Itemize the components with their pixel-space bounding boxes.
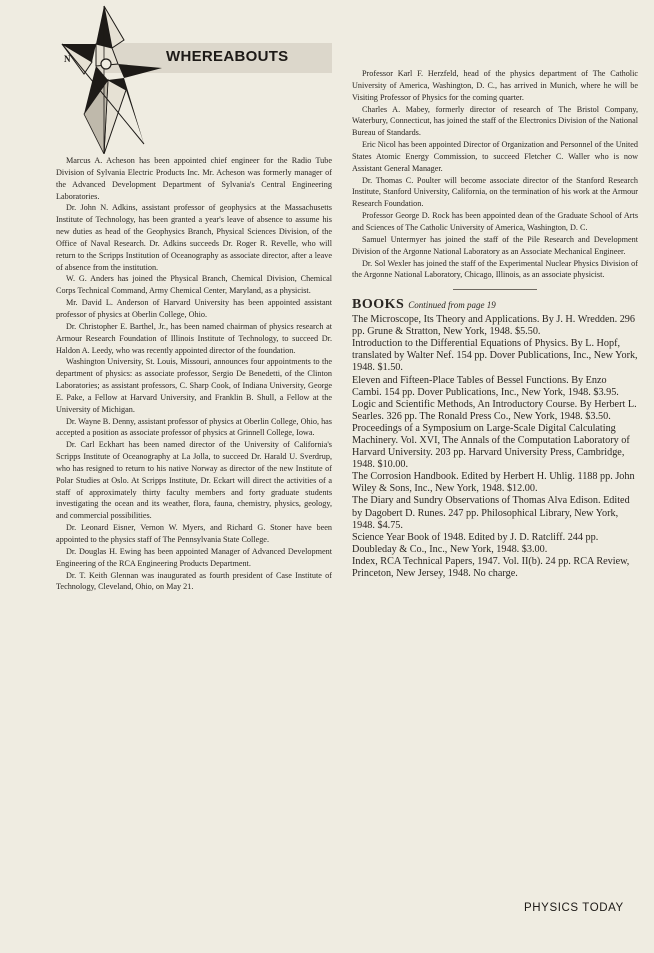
entry-wexler: Dr. Sol Wexler has joined the staff of the Experimental Nuclear Physics Division of the Argonne National Laboratory, Chicago, Illinois, as an associate physicist.	[352, 258, 638, 280]
books-header	[352, 299, 638, 312]
book-entry: Introduction to the Differential Equations of Physics. By L. Hopf, translated by Walter Nef. 154 pp. Dover Publications, Inc., New York, 1948. $1.50.	[352, 338, 638, 374]
entry-nicol: Eric Nicol has been appointed Director of Organization and Personnel of the United States Atomic Energy Commission, to succeed Fletcher C. Waller who is now Assistant General Manager.	[352, 140, 638, 173]
entry-eckhart: Dr. Carl Eckhart has been named director of the University of California's Scripps Institute of Oceanography at La Jolla, to succeed Dr. Harald U. Sverdrup, who has resigned to return to his native Norway as director of the new Institute of Polar Studies at Oslo. At Scripps Institute, Dr. Eckart will direct the activities of a staff of approximately thirty faculty members and forty graduate students investigating the ocean and its weather, flora, fauna, chemistry, physics, geology, and commercial possibilities.	[56, 440, 332, 521]
entry-washington-university: Washington University, St. Louis, Missouri, announces four appointments to the department of physics: as associate professor, Sergio De Benedetti, of the Clinton Laboratories; as assistant professors, C. Sharp Cook, of Indiana University, George E. Pake, a Fellow at Harvard University, and Franklin B. Shull, a Fellow at the University of Michigan.	[56, 357, 332, 414]
book-entry: Logic and Scientific Methods, An Introductory Course. By Herbert L. Searles. 326 pp. The Ronald Press Co., New York, 1948. $3.50.	[352, 398, 637, 422]
section-title: WHEREABOUTS	[166, 48, 289, 65]
entry-untermyer: Samuel Untermyer has joined the staff of the Pile Research and Development Division of the Argonne National Laboratory as an Associate Mechanical Engineer.	[352, 234, 638, 256]
entry-poulter: Dr. Thomas C. Poulter will become associate director of the Stanford Research Institute, Stanford University, California, on the termination of his work at the Armour Research Foundation.	[352, 175, 638, 209]
journal-footer: PHYSICS TODAY	[524, 902, 624, 914]
book-entry: Proceedings of a Symposium on Large-Scale Digital Calculating Machinery. Vol. XVI, The Annals of the Computation Laboratory of Harvard University. 203 pp. Harvard University Press, Cambridge, 1948. $10.00.	[352, 422, 630, 471]
compass-star-logo-icon	[44, 4, 164, 154]
book-entry: Index, RCA Technical Papers, 1947. Vol. II(b). 24 pp. RCA Review, Princeton, New Jersey, 1948. No charge.	[352, 555, 630, 579]
entry-anderson: Mr. David L. Anderson of Harvard University has been appointed assistant professor of physics at Oberlin College, Ohio.	[56, 298, 332, 319]
entry-barthel: Dr. Christopher E. Barthel, Jr., has been named chairman of physics research at Armour Research Foundation of Illinois Institute of Technology, to succeed Dr. Haldon A. Leedy, who was recently appointed director of the foundation.	[56, 321, 332, 355]
right-column	[352, 68, 638, 580]
entry-mabey: Charles A. Mabey, formerly director of research of The Bristol Company, Waterbury, Connecticut, has joined the staff of the Electronics Division of the National Bureau of Standards.	[352, 104, 638, 138]
book-entry: The Diary and Sundry Observations of Thomas Alva Edison. Edited by Dagobert D. Runes. 247 pp. Philosophical Library, New York, 1948. $4.75.	[352, 495, 630, 531]
entry-adkins: Dr. John N. Adkins, assistant professor of geophysics at the Massachusetts Institute of Technology, has been granted a year's leave of absence to assume his new duties as head of the Geophysics Branch, Physical Sciences Division, of the Office of Naval Research. Dr. Adkins succeeds Dr. Roger R. Revelle, who will return to the Scripps Institution of Oceanography as associate director, after a leave of absence from the institution.	[56, 203, 332, 272]
book-entry: Eleven and Fifteen-Place Tables of Bessel Functions. By Enzo Cambi. 154 pp. Dover Publications, Inc., New York, 1948. $3.95.	[352, 374, 619, 398]
svg-text:N: N	[64, 54, 71, 64]
book-entry: The Corrosion Handbook. Edited by Herbert H. Uhlig. 1188 pp. John Wiley & Sons, Inc., New York, 1948. $12.00.	[352, 471, 635, 495]
entry-acheson: Marcus A. Acheson has been appointed chief engineer for the Radio Tube Division of Sylvania Electric Products Inc. Mr. Acheson was formerly manager of the Advanced Development Department of Sylvania's Central Engineering Laboratories.	[56, 156, 332, 201]
book-entry: The Microscope, Its Theory and Applications. By J. H. Wredden. 296 pp. Grune & Stratton, New York, 1948. $5.50.	[352, 314, 635, 338]
entry-ewing: Dr. Douglas H. Ewing has been appointed Manager of Advanced Development Engineering of the RCA Engineering Products Department.	[56, 546, 332, 568]
book-entry: Science Year Book of 1948. Edited by J. D. Ratcliff. 244 pp. Doubleday & Co., Inc., New York, 1948. $3.00.	[352, 531, 599, 555]
entry-eisner: Dr. Leonard Eisner, Vernon W. Myers, and Richard G. Stoner have been appointed to the physics staff of The Pennsylvania State College.	[56, 523, 332, 544]
entry-glennan: Dr. T. Keith Glennan was inaugurated as fourth president of Case Institute of Technology, Cleveland, Ohio, on May 21.	[56, 570, 332, 592]
books-title: BOOKS	[352, 297, 405, 313]
entry-denny: Dr. Wayne B. Denny, assistant professor of physics at Oberlin College, Ohio, has accepted a position as associate professor of physics at Grinnell College, Iowa.	[56, 416, 332, 438]
books-continued-note: Continued from page 19	[408, 300, 496, 311]
entry-rock: Professor George D. Rock has been appointed dean of the Graduate School of Arts and Sciences of The Catholic University of America, Washington, D. C.	[352, 211, 638, 232]
entry-herzfeld: Professor Karl F. Herzfeld, head of the physics department of The Catholic University of America, Washington, D. C., has arrived in Munich, where he will be Visiting Professor of Physics for the coming quarter.	[352, 69, 638, 102]
left-column	[56, 155, 332, 593]
section-divider	[453, 289, 537, 290]
entry-anders: W. G. Anders has joined the Physical Branch, Chemical Division, Chemical Corps Technical Command, Army Chemical Center, Maryland, as a physicist.	[56, 274, 332, 296]
